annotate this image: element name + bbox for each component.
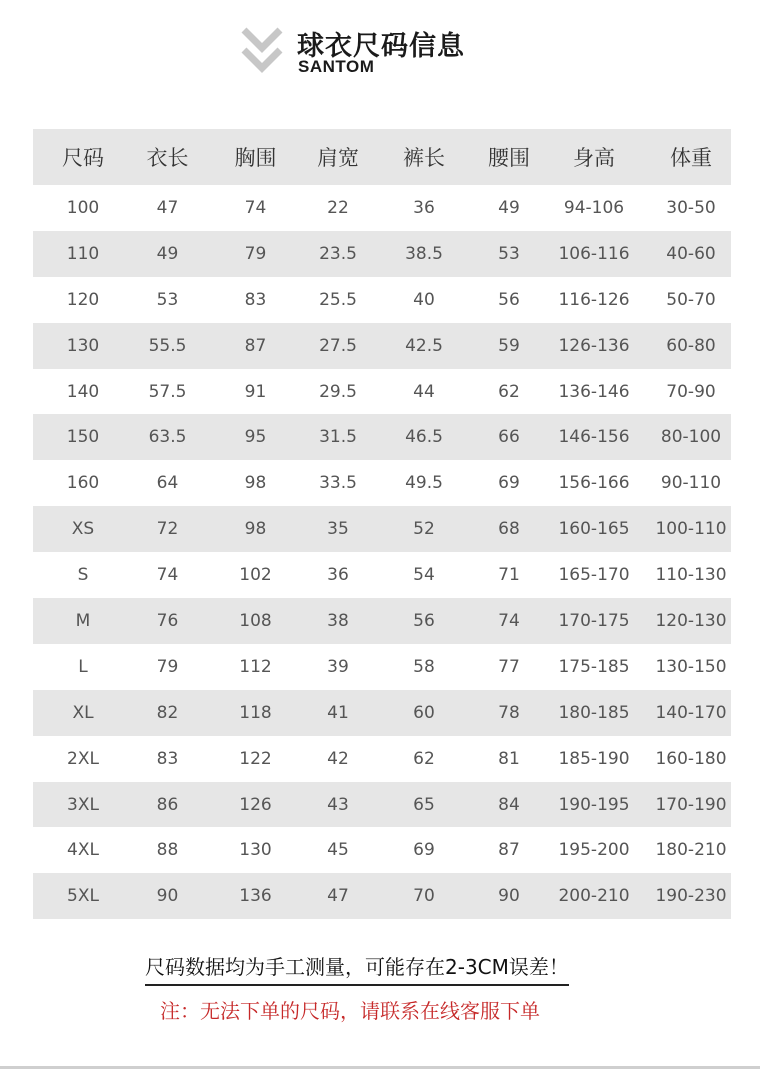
table-cell: 36 [327, 565, 349, 586]
table-cell: 150 [66, 427, 100, 448]
table-cell: 190-195 [558, 794, 630, 815]
brand-name: SANTOM [298, 57, 375, 76]
table-cell: 53 [498, 243, 520, 264]
page-title: 球衣尺码信息 [297, 31, 465, 62]
table-cell: 38 [327, 610, 349, 631]
measurement-note: 尺码数据均为手工测量，可能存在2-3CM误差！ [145, 952, 569, 986]
table-cell: 23.5 [319, 243, 357, 264]
table-cell: 112 [239, 656, 272, 677]
table-cell: 5XL [67, 886, 99, 907]
table-cell: 50-70 [666, 289, 716, 310]
table-cell: 63.5 [148, 427, 187, 448]
table-cell: 68 [498, 519, 520, 540]
table-cell: 185-190 [558, 748, 630, 769]
table-cell: 118 [239, 702, 272, 723]
table-row [33, 736, 731, 782]
table-cell: 43 [327, 794, 349, 815]
table-cell: 180-210 [655, 840, 727, 861]
table-cell: 94-106 [563, 197, 625, 218]
table-cell: 40 [413, 289, 435, 310]
table-cell: 160-180 [655, 748, 727, 769]
table-cell: 90 [156, 886, 179, 907]
column-header: 裤长 [403, 146, 445, 170]
table-cell: 41 [327, 702, 349, 723]
table-cell: 49.5 [405, 473, 443, 494]
table-cell: 122 [239, 748, 272, 769]
table-cell: 78 [498, 702, 520, 723]
column-header: 身高 [573, 146, 615, 170]
size-chart-table [33, 129, 731, 919]
table-cell: 22 [327, 197, 349, 218]
table-cell: 36 [413, 197, 435, 218]
table-cell: 130-150 [655, 656, 727, 677]
table-row [33, 460, 731, 506]
table-cell: 83 [156, 748, 179, 769]
table-row [33, 827, 731, 873]
table-cell: 195-200 [558, 840, 630, 861]
table-cell: 46.5 [405, 427, 443, 448]
table-row [33, 873, 731, 919]
table-cell: 56 [413, 610, 435, 631]
table-cell: 120-130 [655, 610, 727, 631]
table-cell: 3XL [67, 794, 99, 815]
column-header: 胸围 [234, 146, 277, 170]
table-cell: 74 [498, 610, 520, 631]
table-cell: 86 [156, 794, 179, 815]
table-cell: 39 [327, 656, 349, 677]
table-cell: 31.5 [319, 427, 357, 448]
table-cell: 136-146 [558, 381, 630, 402]
table-cell: 42.5 [405, 335, 443, 356]
column-header: 衣长 [146, 146, 189, 170]
table-cell: 79 [156, 656, 179, 677]
table-cell: 66 [498, 427, 520, 448]
table-cell: 56 [498, 289, 520, 310]
table-row [33, 231, 731, 277]
table-row [33, 414, 731, 460]
table-cell: 87 [244, 335, 267, 356]
table-cell: 81 [498, 748, 520, 769]
table-cell: 47 [327, 886, 349, 907]
table-row [33, 598, 731, 644]
table-cell: 53 [156, 289, 179, 310]
table-header-row [33, 129, 731, 185]
table-cell: 110-130 [655, 565, 727, 586]
table-cell: 83 [244, 289, 267, 310]
table-cell: 190-230 [655, 886, 727, 907]
table-cell: 54 [413, 565, 435, 586]
table-cell: 45 [327, 840, 349, 861]
table-row [33, 185, 731, 231]
table-cell: 126-136 [558, 335, 630, 356]
column-header: 腰围 [488, 146, 530, 170]
table-cell: 27.5 [319, 335, 357, 356]
table-cell: 200-210 [558, 886, 630, 907]
table-cell: 102 [239, 565, 272, 586]
table-cell: 100 [66, 197, 100, 218]
table-cell: 76 [156, 610, 179, 631]
table-cell: 25.5 [319, 289, 357, 310]
table-cell: 110 [66, 243, 100, 264]
table-cell: 98 [244, 519, 267, 540]
table-row [33, 506, 731, 552]
table-cell: 140-170 [655, 702, 727, 723]
table-cell: M [75, 610, 91, 631]
table-cell: 130 [66, 335, 100, 356]
table-cell: 100-110 [655, 519, 727, 540]
table-cell: 136 [239, 886, 272, 907]
table-cell: 33.5 [319, 473, 357, 494]
table-cell: 65 [413, 794, 435, 815]
table-cell: 2XL [67, 748, 99, 769]
table-cell: 87 [498, 840, 520, 861]
table-cell: 72 [156, 519, 179, 540]
column-header: 尺码 [62, 146, 104, 170]
table-cell: 170-175 [558, 610, 630, 631]
table-cell: 29.5 [319, 381, 357, 402]
table-row [33, 369, 731, 415]
table-cell: 80-100 [660, 427, 722, 448]
table-cell: 156-166 [558, 473, 630, 494]
table-row [33, 552, 731, 598]
table-cell: 106-116 [558, 243, 630, 264]
table-row [33, 277, 731, 323]
table-cell: 74 [156, 565, 179, 586]
table-row [33, 323, 731, 369]
order-warning-note: 注：无法下单的尺码，请联系在线客服下单 [160, 999, 540, 1023]
table-cell: 59 [498, 335, 520, 356]
table-cell: 47 [156, 197, 179, 218]
table-cell: 62 [498, 381, 520, 402]
table-cell: 62 [413, 748, 435, 769]
table-cell: 49 [498, 197, 520, 218]
column-header: 体重 [670, 146, 712, 170]
table-cell: 160-165 [558, 519, 630, 540]
table-cell: 77 [498, 656, 520, 677]
table-cell: 52 [413, 519, 435, 540]
table-cell: 70 [413, 886, 435, 907]
table-cell: 38.5 [405, 243, 443, 264]
table-cell: 58 [413, 656, 435, 677]
table-cell: 35 [327, 519, 349, 540]
table-cell: 79 [244, 243, 267, 264]
table-cell: 160 [66, 473, 100, 494]
table-cell: 108 [239, 610, 272, 631]
table-cell: 69 [413, 840, 435, 861]
table-cell: 42 [327, 748, 349, 769]
table-cell: S [77, 565, 89, 586]
table-cell: 64 [156, 473, 179, 494]
table-cell: XS [71, 519, 95, 540]
table-cell: 84 [498, 794, 520, 815]
table-cell: 98 [244, 473, 267, 494]
double-chevron-down-icon [238, 26, 286, 74]
table-cell: 90-110 [660, 473, 722, 494]
table-cell: 146-156 [558, 427, 630, 448]
table-cell: 90 [498, 886, 520, 907]
table-cell: 71 [498, 565, 520, 586]
table-cell: 30-50 [666, 197, 716, 218]
table-cell: 165-170 [558, 565, 630, 586]
table-cell: 130 [239, 840, 272, 861]
table-cell: 60-80 [666, 335, 716, 356]
table-cell: 74 [244, 197, 267, 218]
table-cell: 57.5 [148, 381, 187, 402]
table-cell: 170-190 [655, 794, 727, 815]
table-cell: 175-185 [558, 656, 630, 677]
table-cell: 44 [413, 381, 435, 402]
table-cell: 120 [66, 289, 100, 310]
table-cell: 88 [156, 840, 179, 861]
table-cell: 180-185 [558, 702, 630, 723]
table-cell: 60 [413, 702, 435, 723]
table-cell: 55.5 [148, 335, 187, 356]
table-cell: 70-90 [666, 381, 716, 402]
table-row [33, 782, 731, 828]
table-cell: XL [72, 702, 94, 723]
table-cell: 126 [239, 794, 272, 815]
table-cell: 95 [244, 427, 267, 448]
table-row [33, 644, 731, 690]
table-cell: 140 [66, 381, 100, 402]
table-cell: L [78, 656, 88, 677]
table-body [33, 185, 731, 919]
table-row [33, 690, 731, 736]
table-cell: 82 [156, 702, 179, 723]
table-cell: 69 [498, 473, 520, 494]
table-cell: 91 [244, 381, 267, 402]
table-cell: 49 [156, 243, 179, 264]
table-cell: 40-60 [666, 243, 716, 264]
table-cell: 4XL [67, 840, 99, 861]
column-header: 肩宽 [317, 146, 359, 170]
table-cell: 116-126 [558, 289, 630, 310]
